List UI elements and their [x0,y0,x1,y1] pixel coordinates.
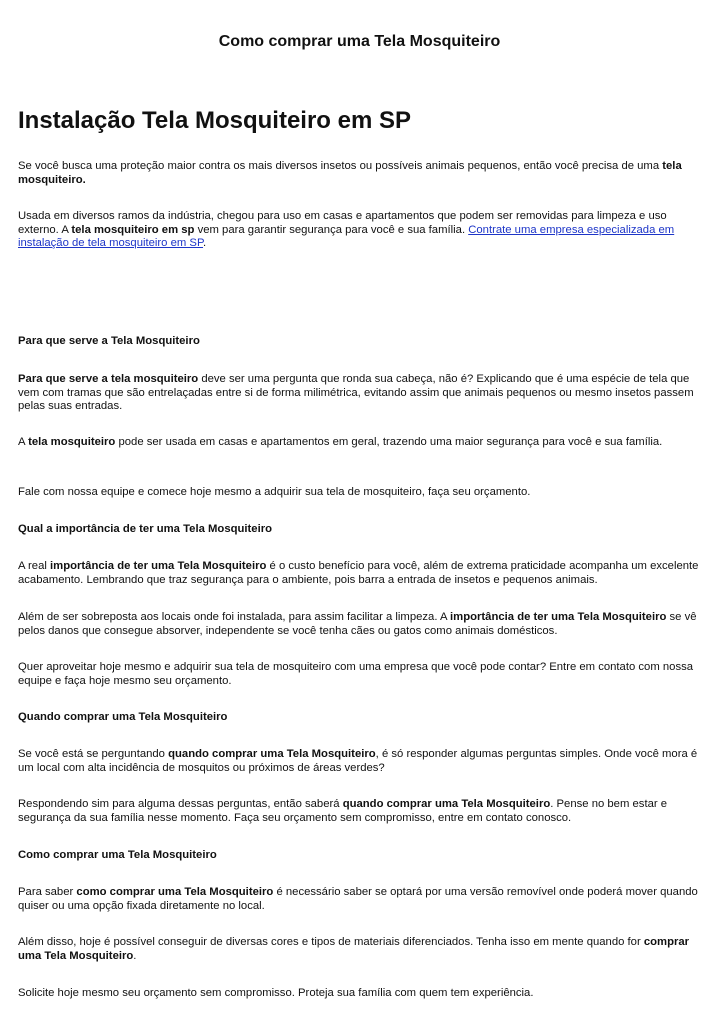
text: se vê pelos danos que consegue absorver, independente se você tenha cães ou gatos como animais domésticos. [18,611,697,637]
text: deve ser uma pergunta que ronda sua cabeça, não é? Explicando que é uma espécie de tela que vem com tramas que são entrelaçadas entre si de forma milimétrica, evitando assim que animais pequenos ou mesmo insetos passem pelas suas entradas. [18,373,694,413]
text: A [18,436,29,448]
text: pode ser usada em casas e apartamentos em geral, trazendo uma maior segurança para você e sua família. [115,436,663,448]
text: é o custo benefício para você, além de extrema praticidade acompanha um excelente acabamento. Lembrando que traz segurança para o ambiente, pois barra a entrada de insetos e pequenos animais. [18,560,699,586]
text: , é só responder algumas perguntas simples. Onde você mora é um local com alta incidência de mosquitos ou próximos de áreas verdes? [18,748,698,774]
bold-text: tela mosquiteiro. [18,160,682,186]
text: Respondendo sim para alguma dessas perguntas, então saberá [18,798,343,810]
bold-text: importância de ter uma Tela Mosquiteiro [450,611,667,623]
bold-text: comprar uma Tela Mosquiteiro [18,936,690,962]
text: Usada em diversos ramos da indústria, chegou para uso em casas e apartamentos que podem ser removidas para limpeza e uso externo. A [18,210,667,236]
text: é necessário saber se optará por uma versão removível onde poderá mover quando quiser ou uma opção fixada diretamente no local. [18,886,698,912]
bold-text: Para que serve a tela mosquiteiro [18,373,199,385]
paragraph [18,560,704,587]
paragraph [18,936,704,963]
section-heading-como-comprar: Como comprar uma Tela Mosquiteiro [18,849,217,861]
page-header: Como comprar uma Tela Mosquiteiro [218,33,501,50]
paragraph [18,748,704,775]
section-heading-importancia: Qual a importância de ter uma Tela Mosquiteiro [18,523,273,535]
section-heading-quando-comprar: Quando comprar uma Tela Mosquiteiro [18,711,228,723]
text: Além de ser sobreposta aos locais onde foi instalada, para assim facilitar a limpeza. A [18,611,451,623]
text: A real [18,560,51,572]
bold-text: como comprar uma Tela Mosquiteiro [76,886,274,898]
paragraph: Fale com nossa equipe e comece hoje mesmo a adquirir sua tela de mosquiteiro, faça seu orçamento. [18,486,531,498]
usage-paragraph [18,210,704,251]
bold-text: tela mosquiteiro em sp [71,223,195,236]
section-heading-para-que-serve: Para que serve a Tela Mosquiteiro [18,335,200,347]
paragraph [18,436,704,450]
text: . [203,237,207,250]
paragraph: Solicite hoje mesmo seu orçamento sem compromisso. Proteja sua família com quem tem experiência. [18,987,534,999]
text: vem para garantir segurança para você e sua família. [194,223,469,236]
text: . Pense no bem estar e segurança da sua família nesse momento. Faça seu orçamento sem compromisso, entre em contato conosco. [18,798,668,824]
text: Para saber [18,886,77,898]
text: Além disso, hoje é possível conseguir de diversas cores e tipos de materiais diferenciados. Tenha isso em mente quando for [18,936,644,948]
intro-paragraph [18,160,704,187]
text: Se você está se perguntando [18,748,169,760]
main-title: Instalação Tela Mosquiteiro em SP [18,107,411,134]
bold-text: quando comprar uma Tela Mosquiteiro [168,748,376,760]
paragraph [18,611,704,638]
text: Se você busca uma proteção maior contra os mais diversos insetos ou possíveis animais pequenos, então você precisa de uma [18,160,663,172]
paragraph [18,886,704,913]
paragraph [18,798,704,825]
bold-text: tela mosquiteiro [28,436,116,448]
bold-text: importância de ter uma Tela Mosquiteiro [50,560,267,572]
paragraph: Quer aproveitar hoje mesmo e adquirir sua tela de mosquiteiro com uma empresa que você pode contar? Entre em contato com nossa equipe e faça hoje mesmo seu orçamento. [18,661,694,687]
hire-company-link[interactable]: Contrate uma empresa especializada em instalação de tela mosquiteiro em SP [18,223,675,250]
text: . [133,949,137,962]
bold-text: quando comprar uma Tela Mosquiteiro [342,798,551,810]
paragraph [18,373,704,414]
